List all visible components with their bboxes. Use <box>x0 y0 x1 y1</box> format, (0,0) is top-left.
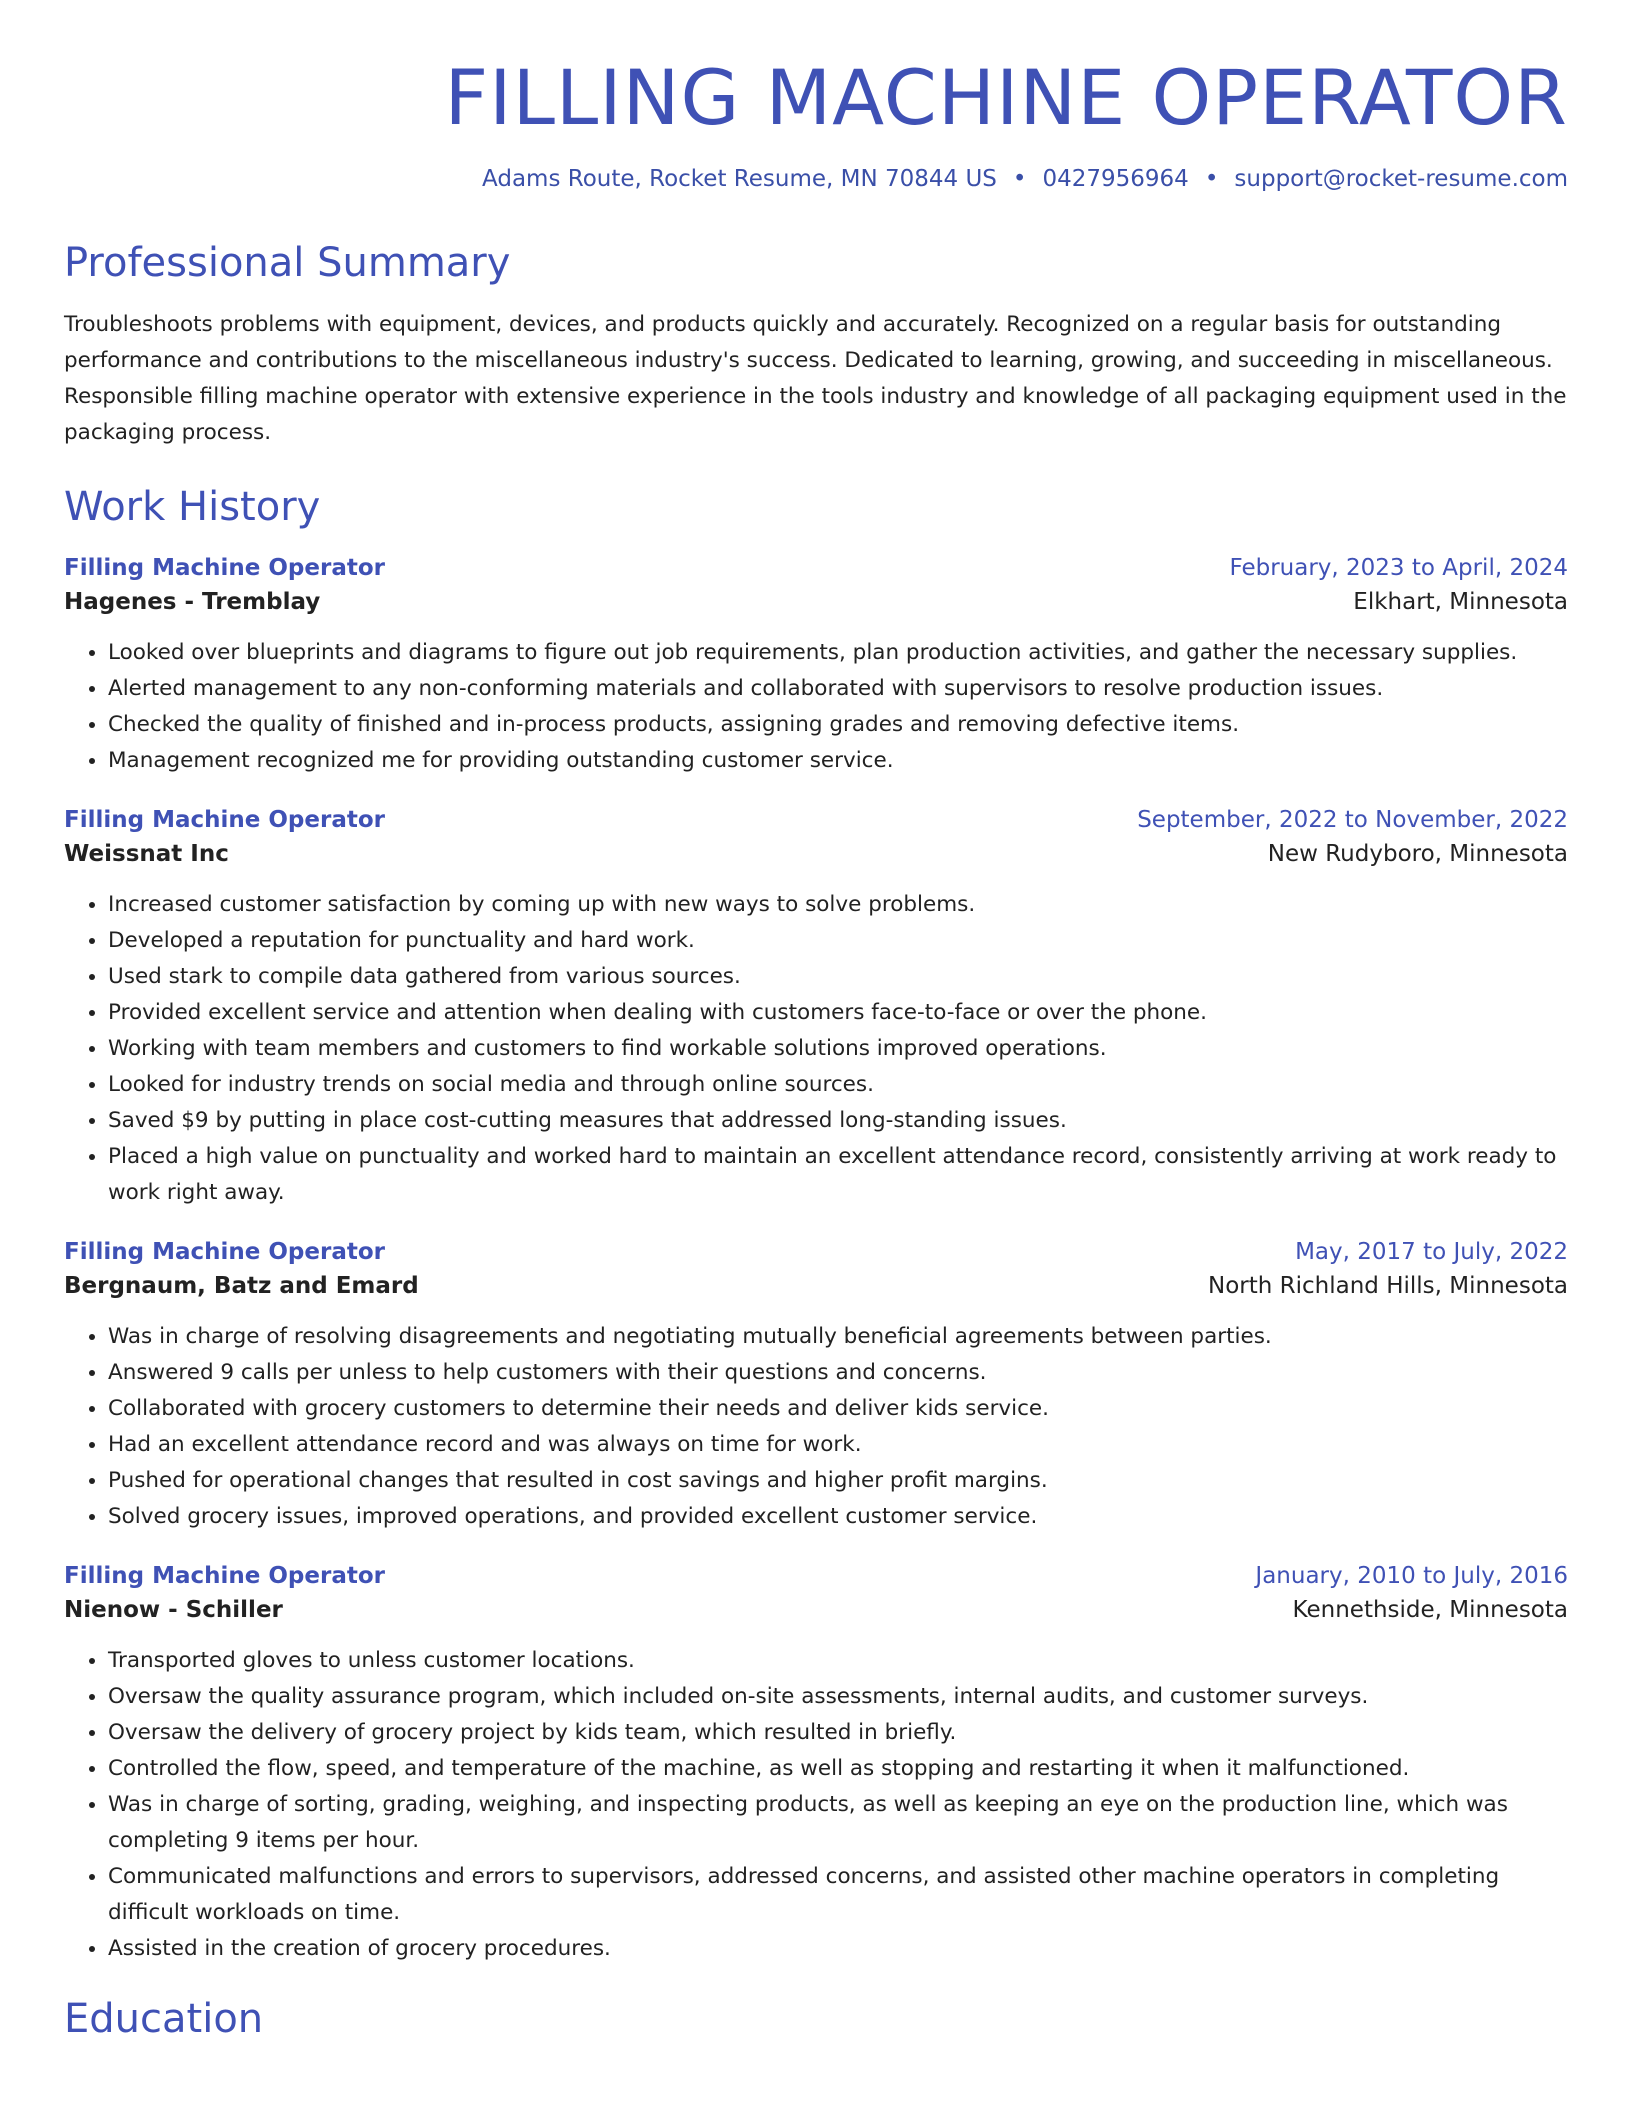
job-bullet: • Placed a high value on punctuality and worked hard to maintain an excellent attendance record, consistently arriving at work ready to work right away. <box>108 1139 1568 1211</box>
job-bullets <box>64 635 1568 779</box>
job-bullets <box>64 1643 1568 1967</box>
job-entry <box>64 807 1568 1211</box>
contact-line <box>64 165 1568 195</box>
job-location: Elkhart, Minnesota <box>1353 589 1568 616</box>
contact-email: support@rocket-resume.com <box>1234 166 1568 193</box>
job-bullet: • Used stark to compile data gathered from various sources. <box>108 959 1568 995</box>
job-bullet: • Oversaw the delivery of grocery project by kids team, which resulted in briefly. <box>108 1715 1568 1751</box>
job-entry <box>64 1239 1568 1535</box>
job-title: Filling Machine Operator <box>64 555 385 582</box>
job-dates: January, 2010 to July, 2016 <box>1255 1563 1568 1590</box>
contact-separator: • <box>1204 166 1219 193</box>
contact-address: Adams Route, Rocket Resume, MN 70844 US <box>482 166 997 193</box>
resume-name: FILLING MACHINE OPERATOR <box>444 53 1568 142</box>
job-company: Nienow - Schiller <box>64 1597 283 1624</box>
job-location: Kennethside, Minnesota <box>1292 1597 1568 1624</box>
job-title: Filling Machine Operator <box>64 1239 385 1266</box>
summary-text: Troubleshoots problems with equipment, devices, and products quickly and accurately. Recognized on a regular basis for outstanding performance and contributions to the miscellaneous industry's success. Dedicated to learning, growing, and succeeding in miscellaneous. Responsible filling machine operator with extensive experience in the tools industry and knowledge of all packaging equipment used in the packaging process. <box>64 312 1567 446</box>
job-bullet: • Provided excellent service and attention when dealing with customers face-to-face or over the phone. <box>108 995 1568 1031</box>
job-bullet: • Controlled the flow, speed, and temperature of the machine, as well as stopping and restarting it when it malfunctioned. <box>108 1751 1568 1787</box>
job-dates: February, 2023 to April, 2024 <box>1229 555 1568 582</box>
job-bullet: • Saved $9 by putting in place cost-cutting measures that addressed long-standing issues. <box>108 1103 1568 1139</box>
job-bullet: • Assisted in the creation of grocery procedures. <box>108 1931 1568 1967</box>
work-history-heading: Work History <box>64 484 321 531</box>
contact-separator: • <box>1012 166 1027 193</box>
job-location: North Richland Hills, Minnesota <box>1208 1273 1568 1300</box>
job-company: Bergnaum, Batz and Emard <box>64 1273 419 1300</box>
contact-phone: 0427956964 <box>1042 166 1189 193</box>
job-bullet: • Looked over blueprints and diagrams to figure out job requirements, plan production activities, and gather the necessary supplies. <box>108 635 1568 671</box>
education-heading: Education <box>64 1996 264 2043</box>
job-dates: May, 2017 to July, 2022 <box>1295 1239 1568 1266</box>
job-bullet: • Increased customer satisfaction by coming up with new ways to solve problems. <box>108 887 1568 923</box>
job-bullet: • Was in charge of resolving disagreements and negotiating mutually beneficial agreements between parties. <box>108 1319 1568 1355</box>
summary-heading: Professional Summary <box>64 240 511 287</box>
job-dates: September, 2022 to November, 2022 <box>1137 807 1568 834</box>
job-bullet: • Pushed for operational changes that resulted in cost savings and higher profit margins. <box>108 1463 1568 1499</box>
job-bullet: • Checked the quality of finished and in-process products, assigning grades and removing defective items. <box>108 707 1568 743</box>
resume-page <box>64 0 1568 2043</box>
job-title: Filling Machine Operator <box>64 807 385 834</box>
job-bullet: • Working with team members and customers to find workable solutions improved operations. <box>108 1031 1568 1067</box>
job-bullet: • Oversaw the quality assurance program, which included on-site assessments, internal audits, and customer surveys. <box>108 1679 1568 1715</box>
job-entry <box>64 1563 1568 1967</box>
job-bullet: • Alerted management to any non-conforming materials and collaborated with supervisors to resolve production issues. <box>108 671 1568 707</box>
job-location: New Rudyboro, Minnesota <box>1267 841 1568 868</box>
job-title: Filling Machine Operator <box>64 1563 385 1590</box>
job-bullet: • Collaborated with grocery customers to determine their needs and deliver kids service. <box>108 1391 1568 1427</box>
job-bullet: • Communicated malfunctions and errors to supervisors, addressed concerns, and assisted other machine operators in completing difficult workloads on time. <box>108 1859 1568 1931</box>
job-company: Weissnat Inc <box>64 841 229 868</box>
job-bullet: • Solved grocery issues, improved operations, and provided excellent customer service. <box>108 1499 1568 1535</box>
job-bullet: • Developed a reputation for punctuality and hard work. <box>108 923 1568 959</box>
job-bullets <box>64 1319 1568 1535</box>
job-bullet: • Management recognized me for providing outstanding customer service. <box>108 743 1568 779</box>
job-company: Hagenes - Tremblay <box>64 589 321 616</box>
job-bullet: • Answered 9 calls per unless to help customers with their questions and concerns. <box>108 1355 1568 1391</box>
job-bullet: • Looked for industry trends on social media and through online sources. <box>108 1067 1568 1103</box>
job-bullets <box>64 887 1568 1211</box>
job-entry <box>64 555 1568 779</box>
job-bullet: • Had an excellent attendance record and was always on time for work. <box>108 1427 1568 1463</box>
job-bullet: • Was in charge of sorting, grading, weighing, and inspecting products, as well as keeping an eye on the production line, which was completing 9 items per hour. <box>108 1787 1568 1859</box>
job-bullet: • Transported gloves to unless customer locations. <box>108 1643 1568 1679</box>
